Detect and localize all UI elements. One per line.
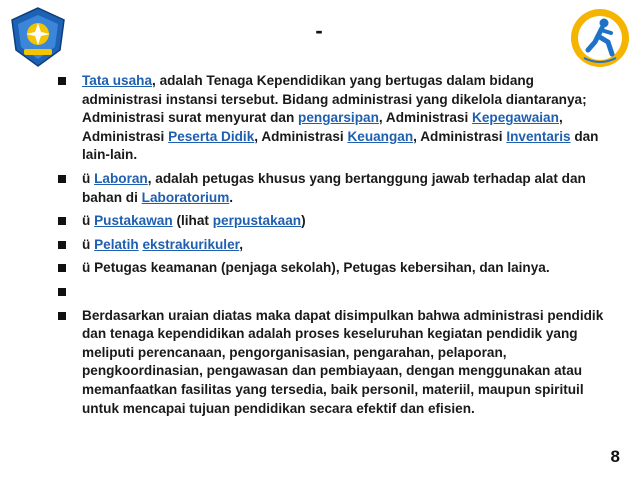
hyperlink[interactable]: ekstrakurikuler — [142, 236, 240, 252]
bullet-text: Berdasarkan uraian diatas maka dapat disimpulkan bahwa administrasi pendidik dan tenaga kependidikan adalah proses keseluruhan kegiatan pendidik yang meliputi perencanaan, pengorganisasian, pengarahan, pelaporan, pengkoordinasian, pengawasan dan pembiayaan, dengan menggunakan atau memanfaatkan fasilitas yang tersedia, baik personil, materiil, maupun spirituil untuk mencapai tujuan pendidikan secara efektif dan efisien. — [82, 307, 604, 416]
running-figure-logo-icon — [568, 6, 632, 70]
bullet-text: , Administrasi — [378, 110, 473, 126]
bullet-text: (lihat — [172, 213, 213, 229]
bullet-text: ü — [82, 170, 95, 186]
square-bullet-icon — [58, 217, 66, 225]
hyperlink[interactable]: Tata usaha — [82, 73, 153, 88]
bullet-text: , adalah petugas khusus yang bertanggung jawab terhadap alat dan bahan di — [82, 170, 586, 205]
slide-title: - — [315, 18, 323, 43]
bullet-text: , — [239, 236, 243, 252]
bullet-text: ü — [82, 236, 95, 252]
hyperlink[interactable]: pengarsipan — [298, 110, 379, 126]
bullet-list — [58, 72, 610, 423]
hyperlink[interactable]: Inventaris — [506, 128, 571, 144]
hyperlink[interactable]: Laboratorium — [141, 189, 230, 205]
page-number: 8 — [610, 447, 620, 466]
bullet-item — [58, 236, 610, 255]
bullet-item — [58, 259, 610, 278]
bullet-text: , Administrasi — [413, 128, 507, 144]
square-bullet-icon — [58, 175, 66, 183]
bullet-item — [58, 170, 610, 207]
bullet-text: , Administrasi — [254, 128, 348, 144]
hyperlink[interactable]: Pelatih — [94, 236, 139, 252]
bullet-text: dan lain-lain. — [82, 128, 599, 163]
hyperlink[interactable]: Kepegawaian — [472, 110, 559, 126]
square-bullet-icon — [58, 264, 66, 272]
bullet-text: ü — [82, 213, 95, 229]
bullet-text: , Administrasi — [82, 110, 563, 144]
square-bullet-icon — [58, 241, 66, 249]
square-bullet-icon — [58, 77, 66, 85]
bullet-item — [58, 212, 610, 231]
square-bullet-icon — [58, 312, 66, 320]
square-bullet-icon — [58, 288, 66, 296]
bullet-text: ü Petugas keamanan (penjaga sekolah), Petugas kebersihan, dan lainya. — [82, 260, 550, 276]
bullet-text: , adalah Tenaga Kependidikan yang bertugas dalam bidang administrasi instansi tersebut. Bidang administrasi yang dikelola diantaranya; Administrasi surat menyurat dan — [82, 73, 587, 126]
bullet-text: ) — [301, 213, 306, 229]
bullet-text: . — [229, 189, 234, 205]
hyperlink[interactable]: Laboran — [94, 170, 148, 186]
hyperlink[interactable]: Keuangan — [347, 128, 414, 144]
bullet-item — [58, 72, 610, 165]
hyperlink[interactable]: perpustakaan — [212, 213, 302, 229]
bullet-item — [58, 283, 610, 302]
hyperlink[interactable]: Peserta Didik — [168, 128, 255, 144]
bullet-item — [58, 307, 610, 419]
hyperlink[interactable]: Pustakawan — [94, 213, 173, 229]
